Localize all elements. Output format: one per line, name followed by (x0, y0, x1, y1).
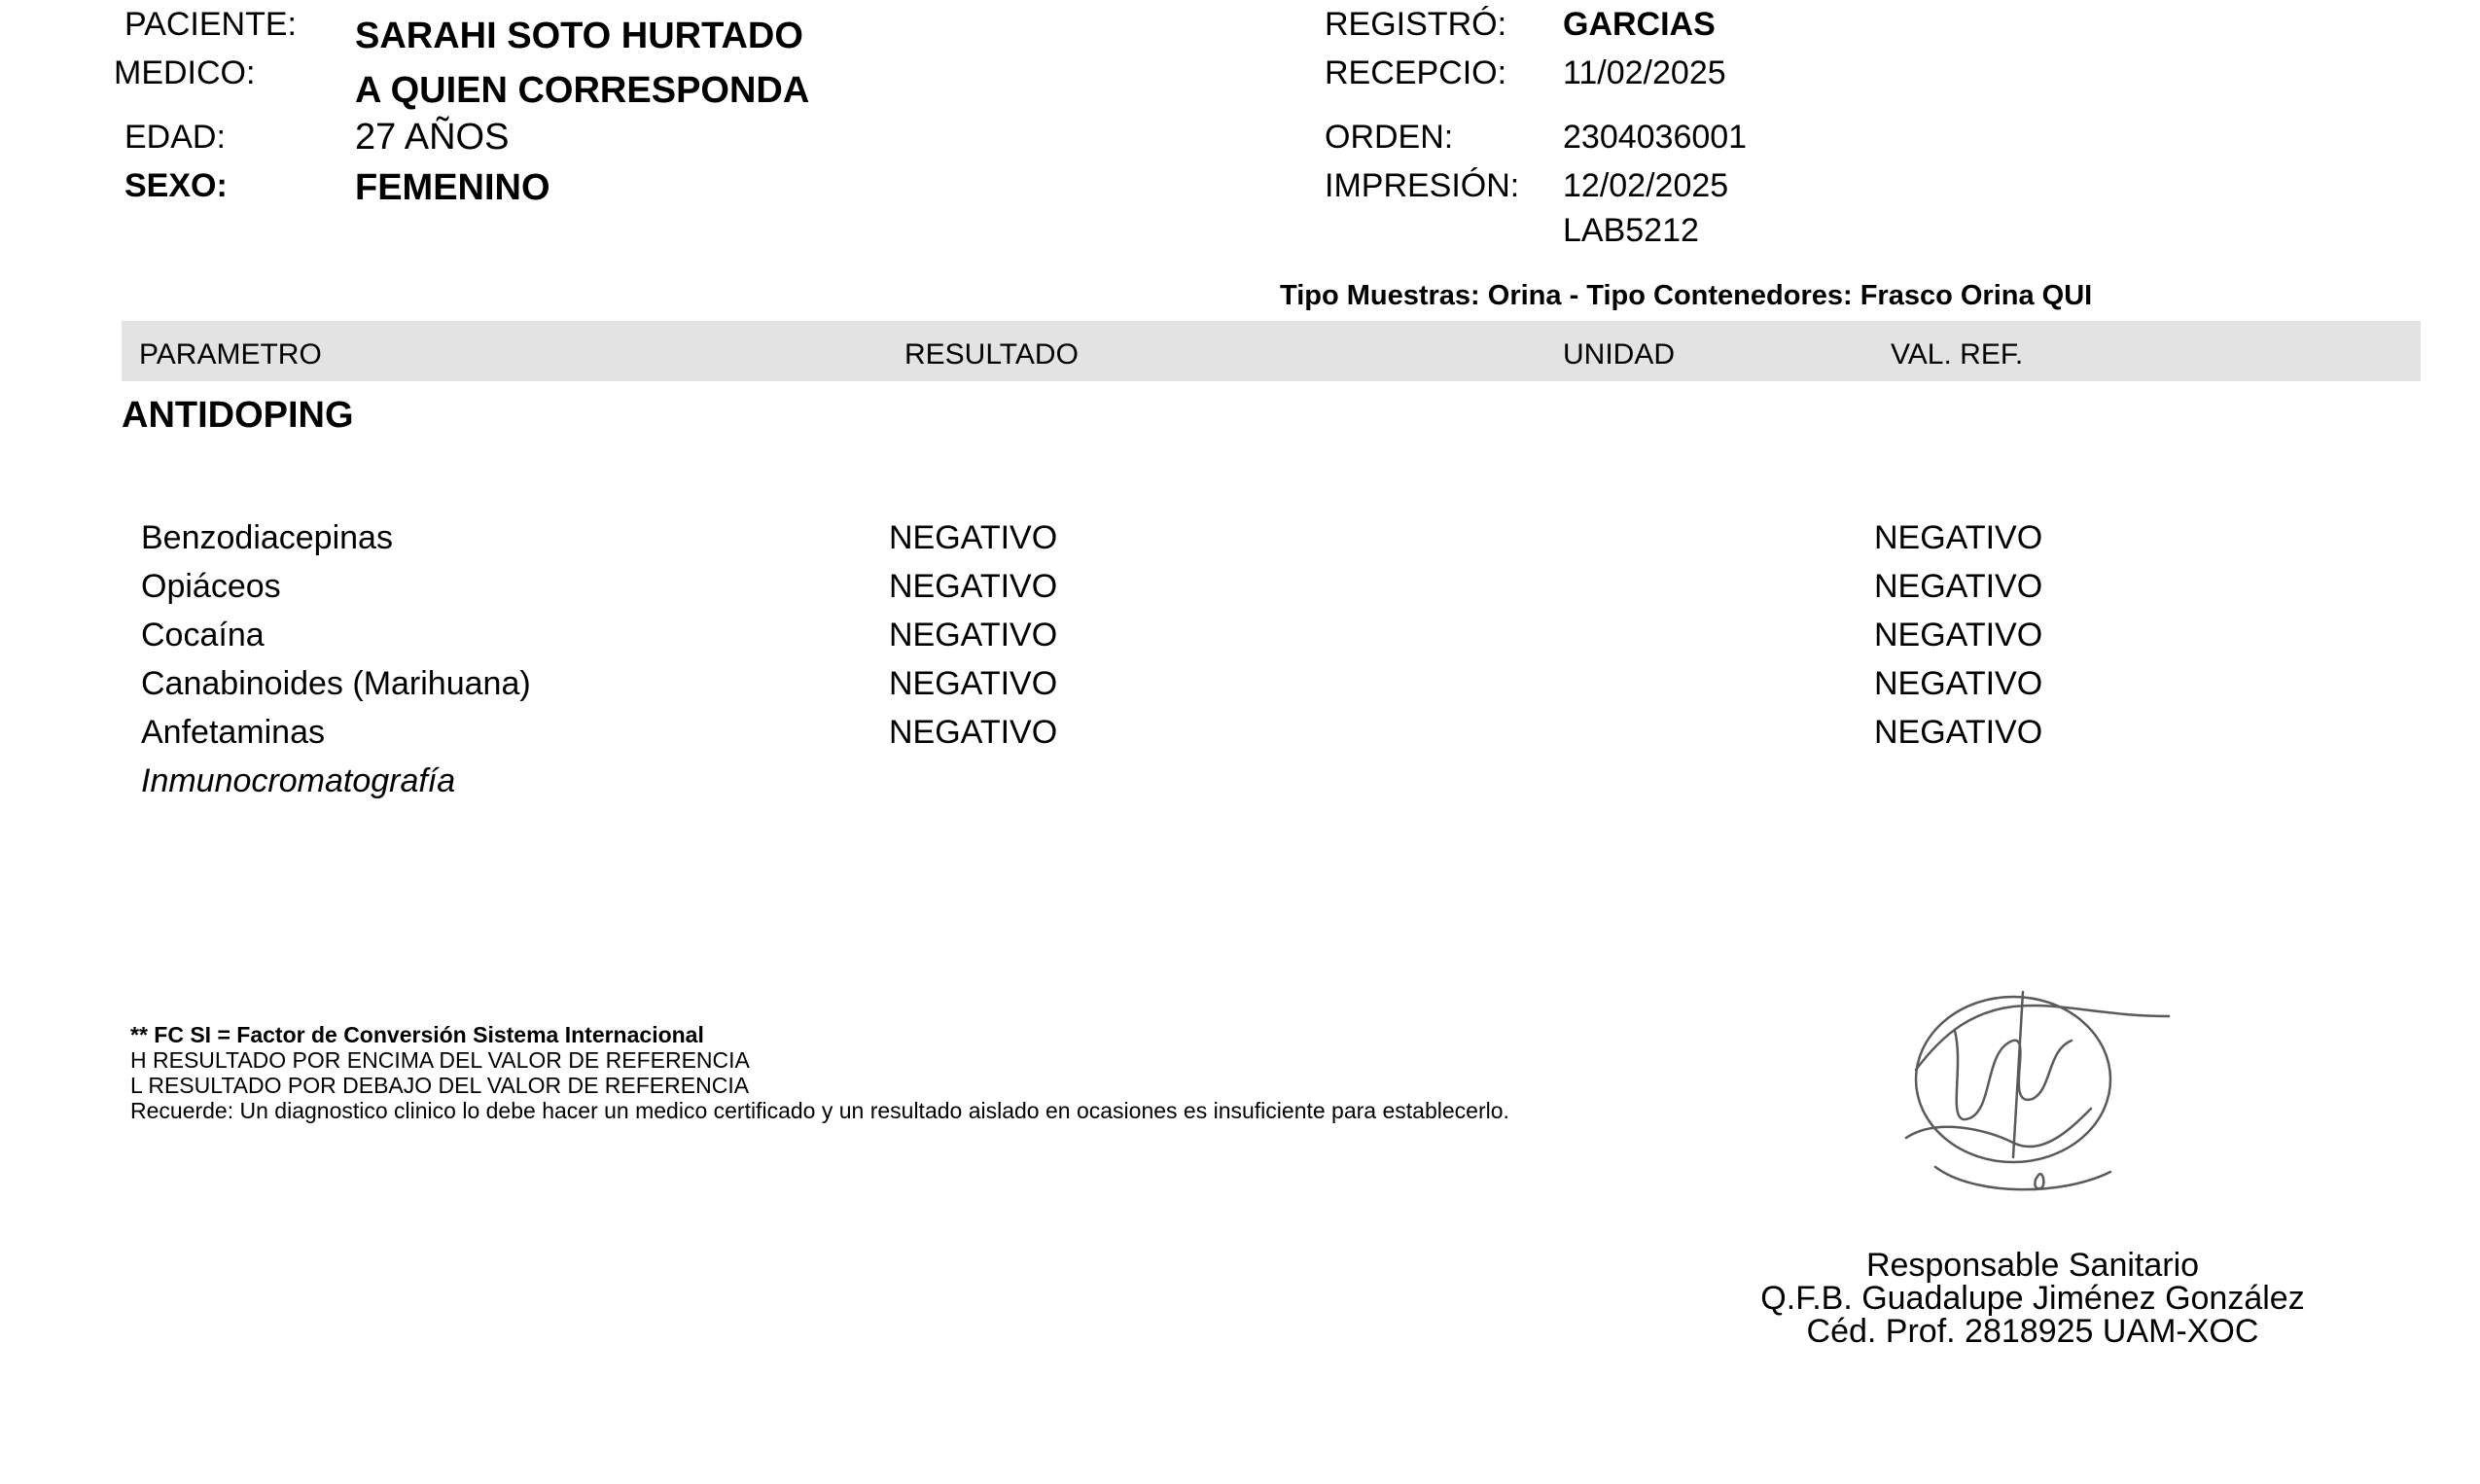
row-resultado: NEGATIVO (889, 519, 1058, 556)
row-parametro: Opiáceos (141, 568, 281, 605)
registro-label: REGISTRÓ: (1325, 6, 1507, 43)
row-val-ref: NEGATIVO (1874, 714, 2043, 751)
medico-value: A QUIEN CORRESPONDA (355, 70, 810, 111)
col-header-val-ref: VAL. REF. (1891, 338, 2024, 371)
orden-value: 2304036001 (1563, 119, 1748, 156)
signature-role: Responsable Sanitario (1865, 1247, 2200, 1284)
row-resultado: NEGATIVO (889, 617, 1058, 654)
row-parametro: Canabinoides (Marihuana) (141, 665, 531, 702)
row-val-ref: NEGATIVO (1874, 568, 2043, 605)
paciente-value: SARAHI SOTO HURTADO (355, 16, 803, 56)
impresion-label: IMPRESIÓN: (1325, 167, 1520, 204)
orden-label: ORDEN: (1325, 119, 1454, 156)
recepcio-label: RECEPCIO: (1325, 54, 1507, 91)
sexo-label: SEXO: (124, 167, 228, 204)
row-val-ref: NEGATIVO (1874, 665, 2043, 702)
col-header-unidad: UNIDAD (1563, 338, 1676, 371)
footnote-fc-si: ** FC SI = Factor de Conversión Sistema Internacional (130, 1022, 704, 1047)
row-resultado: NEGATIVO (889, 714, 1058, 751)
table-header-bar (122, 321, 2421, 381)
sexo-value: FEMENINO (355, 167, 550, 208)
recepcio-value: 11/02/2025 (1563, 54, 1726, 91)
row-val-ref: NEGATIVO (1874, 519, 2043, 556)
footnote-reminder: Recuerde: Un diagnostico clinico lo debe hacer un medico certificado y un resultado aislado en ocasiones es insuficiente para establecerlo. (130, 1098, 1509, 1123)
edad-value: 27 AÑOS (355, 117, 510, 158)
footnote-h: H RESULTADO POR ENCIMA DEL VALOR DE REFERENCIA (130, 1047, 750, 1073)
col-header-resultado: RESULTADO (904, 338, 1079, 371)
medico-label: MEDICO: (114, 54, 256, 91)
method-note: Inmunocromatografía (141, 762, 456, 799)
signature-name: Q.F.B. Guadalupe Jiménez González (1760, 1280, 2305, 1317)
row-parametro: Anfetaminas (141, 714, 325, 751)
row-val-ref: NEGATIVO (1874, 617, 2043, 654)
col-header-parametro: PARAMETRO (139, 338, 322, 371)
row-parametro: Cocaína (141, 617, 265, 654)
footnote-l: L RESULTADO POR DEBAJO DEL VALOR DE REFERENCIA (130, 1073, 750, 1098)
sample-info: Tipo Muestras: Orina - Tipo Contenedores: Frasco Orina QUI (1280, 280, 2093, 311)
signature-license: Céd. Prof. 2818925 UAM-XOC (1806, 1313, 2259, 1350)
edad-label: EDAD: (124, 119, 226, 156)
registro-value: GARCIAS (1563, 6, 1716, 43)
section-title: ANTIDOPING (122, 395, 354, 436)
row-resultado: NEGATIVO (889, 665, 1058, 702)
lab-code: LAB5212 (1563, 212, 1699, 249)
impresion-value: 12/02/2025 (1563, 167, 1729, 204)
row-parametro: Benzodiacepinas (141, 519, 393, 556)
paciente-label: PACIENTE: (124, 6, 297, 43)
row-resultado: NEGATIVO (889, 568, 1058, 605)
signature-image (1877, 972, 2188, 1225)
